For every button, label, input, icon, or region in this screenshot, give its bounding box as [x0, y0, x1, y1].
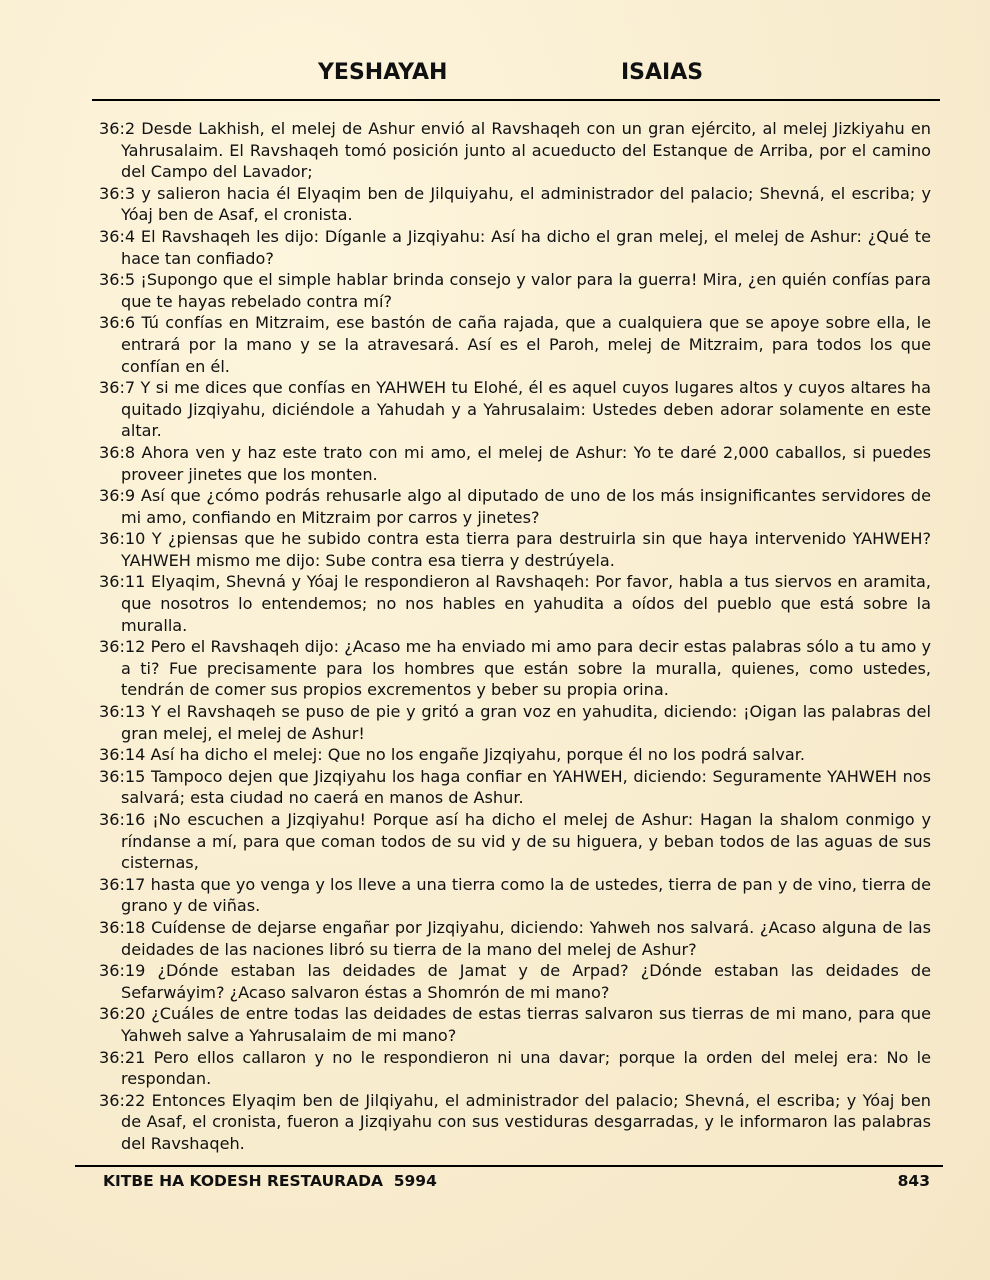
verse-36-2: 36:2 Desde Lakhish, el melej de Ashur envió al Ravshaqeh con un gran ejército, al melej Jizkiyahu en Yahrusalaim. El Ravshaqeh tomó posición junto al acueducto del Estanque de Arriba, por el camino del Campo del Lavador; — [99, 119, 931, 182]
verse-36-15: 36:15 Tampoco dejen que Jizqiyahu los haga confiar en YAHWEH, diciendo: Seguramente YAHWEH nos salvará; esta ciudad no caerá en manos de Ashur. — [99, 766, 931, 808]
verse-36-9: 36:9 Así que ¿cómo podrás rehusarle algo al diputado de uno de los más insignificantes servidores de mi amo, confiando en Mitzraim por carros y jinetes? — [99, 486, 931, 527]
header-book-title-spanish: ISAIAS — [621, 60, 704, 85]
header-divider — [92, 99, 940, 101]
verse-36-18: 36:18 Cuídense de dejarse engañar por Jizqiyahu, diciendo: Yahweh nos salvará. ¿Acaso alguna de las deidades de las naciones libró su tierra de la mano del melej de Ashur? — [99, 917, 931, 959]
page-header — [0, 58, 990, 90]
verse-36-4: 36:4 El Ravshaqeh les dijo: Díganle a Jizqiyahu: Así ha dicho el gran melej, el melej de Ashur: ¿Qué te hace tan confiado? — [99, 226, 931, 268]
page-number: 843 — [897, 1172, 930, 1190]
header-book-title-hebrew: YESHAYAH — [318, 60, 448, 85]
verse-36-12: 36:12 Pero el Ravshaqeh dijo: ¿Acaso me ha enviado mi amo para decir estas palabras sólo a tu amo y a ti? Fue precisamente para los hombres que están sobre la muralla, quienes, como ustedes, tendrán de comer sus propios excrementos y beber su propia orina. — [99, 637, 931, 700]
verse-36-10: 36:10 Y ¿piensas que he subido contra esta tierra para destruirla sin que haya intervenido YAHWEH? YAHWEH mismo me dijo: Sube contra esa tierra y destrúyela. — [99, 529, 931, 570]
verse-36-14: 36:14 Así ha dicho el melej: Que no los engañe Jizqiyahu, porque él no los podrá salvar. — [99, 745, 805, 765]
page-footer — [0, 1172, 990, 1196]
verse-36-8: 36:8 Ahora ven y haz este trato con mi amo, el melej de Ashur: Yo te daré 2,000 caballos, si puedes proveer jinetes que los monten. — [99, 442, 931, 484]
verse-36-16: 36:16 ¡No escuchen a Jizqiyahu! Porque así ha dicho el melej de Ashur: Hagan la shalom conmigo y ríndanse a mí, para que coman todos de su vid y de su higuera, y beban todos de las aguas de sus cisternas, — [99, 810, 931, 873]
verse-36-3: 36:3 y salieron hacia él Elyaqim ben de Jilquiyahu, el administrador del palacio; Shevná, el escriba; y Yóaj ben de Asaf, el cronista. — [99, 183, 931, 225]
verse-list — [99, 118, 931, 1155]
verse-36-22: 36:22 Entonces Elyaqim ben de Jilqiyahu, el administrador del palacio; Shevná, el escriba; y Yóaj ben de Asaf, el cronista, fueron a Jizqiyahu con sus vestiduras desgarradas, y le informaron las palabras del Ravshaqeh. — [99, 1090, 931, 1153]
verse-36-11: 36:11 Elyaqim, Shevná y Yóaj le respondieron al Ravshaqeh: Por favor, habla a tus siervos en aramita, que nosotros lo entendemos; no nos hables en yahudita a oídos del pueblo que está sobre la muralla. — [99, 572, 931, 635]
verse-36-7: 36:7 Y si me dices que confías en YAHWEH tu Elohé, él es aquel cuyos lugares altos y cuyos altares ha quitado Jizqiyahu, diciéndole a Yahudah y a Yahrusalaim: Ustedes deben adorar solamente en este altar. — [99, 378, 931, 441]
verse-36-5: 36:5 ¡Supongo que el simple hablar brinda consejo y valor para la guerra! Mira, ¿en quién confías para que te hayas rebelado contra mí? — [99, 270, 931, 311]
verse-36-6: 36:6 Tú confías en Mitzraim, ese bastón de caña rajada, que a cualquiera que se apoye sobre ella, le entrará por la mano y se la atravesará. Así es el Paroh, melej de Mitzraim, para todos los que confían en él. — [99, 313, 931, 376]
footer-book-title: KITBE HA KODESH RESTAURADA 5994 — [103, 1172, 437, 1190]
verse-36-21: 36:21 Pero ellos callaron y no le respondieron ni una davar; porque la orden del melej era: No le respondan. — [99, 1047, 931, 1089]
footer-divider — [75, 1165, 943, 1167]
verse-36-17: 36:17 hasta que yo venga y los lleve a una tierra como la de ustedes, tierra de pan y de vino, tierra de grano y de viñas. — [99, 874, 931, 916]
verse-36-19: 36:19 ¿Dónde estaban las deidades de Jamat y de Arpad? ¿Dónde estaban las deidades de Sefarwáyim? ¿Acaso salvaron éstas a Shomrón de mi mano? — [99, 961, 931, 1002]
verse-36-13: 36:13 Y el Ravshaqeh se puso de pie y gritó a gran voz en yahudita, diciendo: ¡Oigan las palabras del gran melej, el melej de Ashur! — [99, 702, 931, 743]
verse-36-20: 36:20 ¿Cuáles de entre todas las deidades de estas tierras salvaron sus tierras de mi mano, para que Yahweh salve a Yahrusalaim de mi mano? — [99, 1004, 931, 1045]
